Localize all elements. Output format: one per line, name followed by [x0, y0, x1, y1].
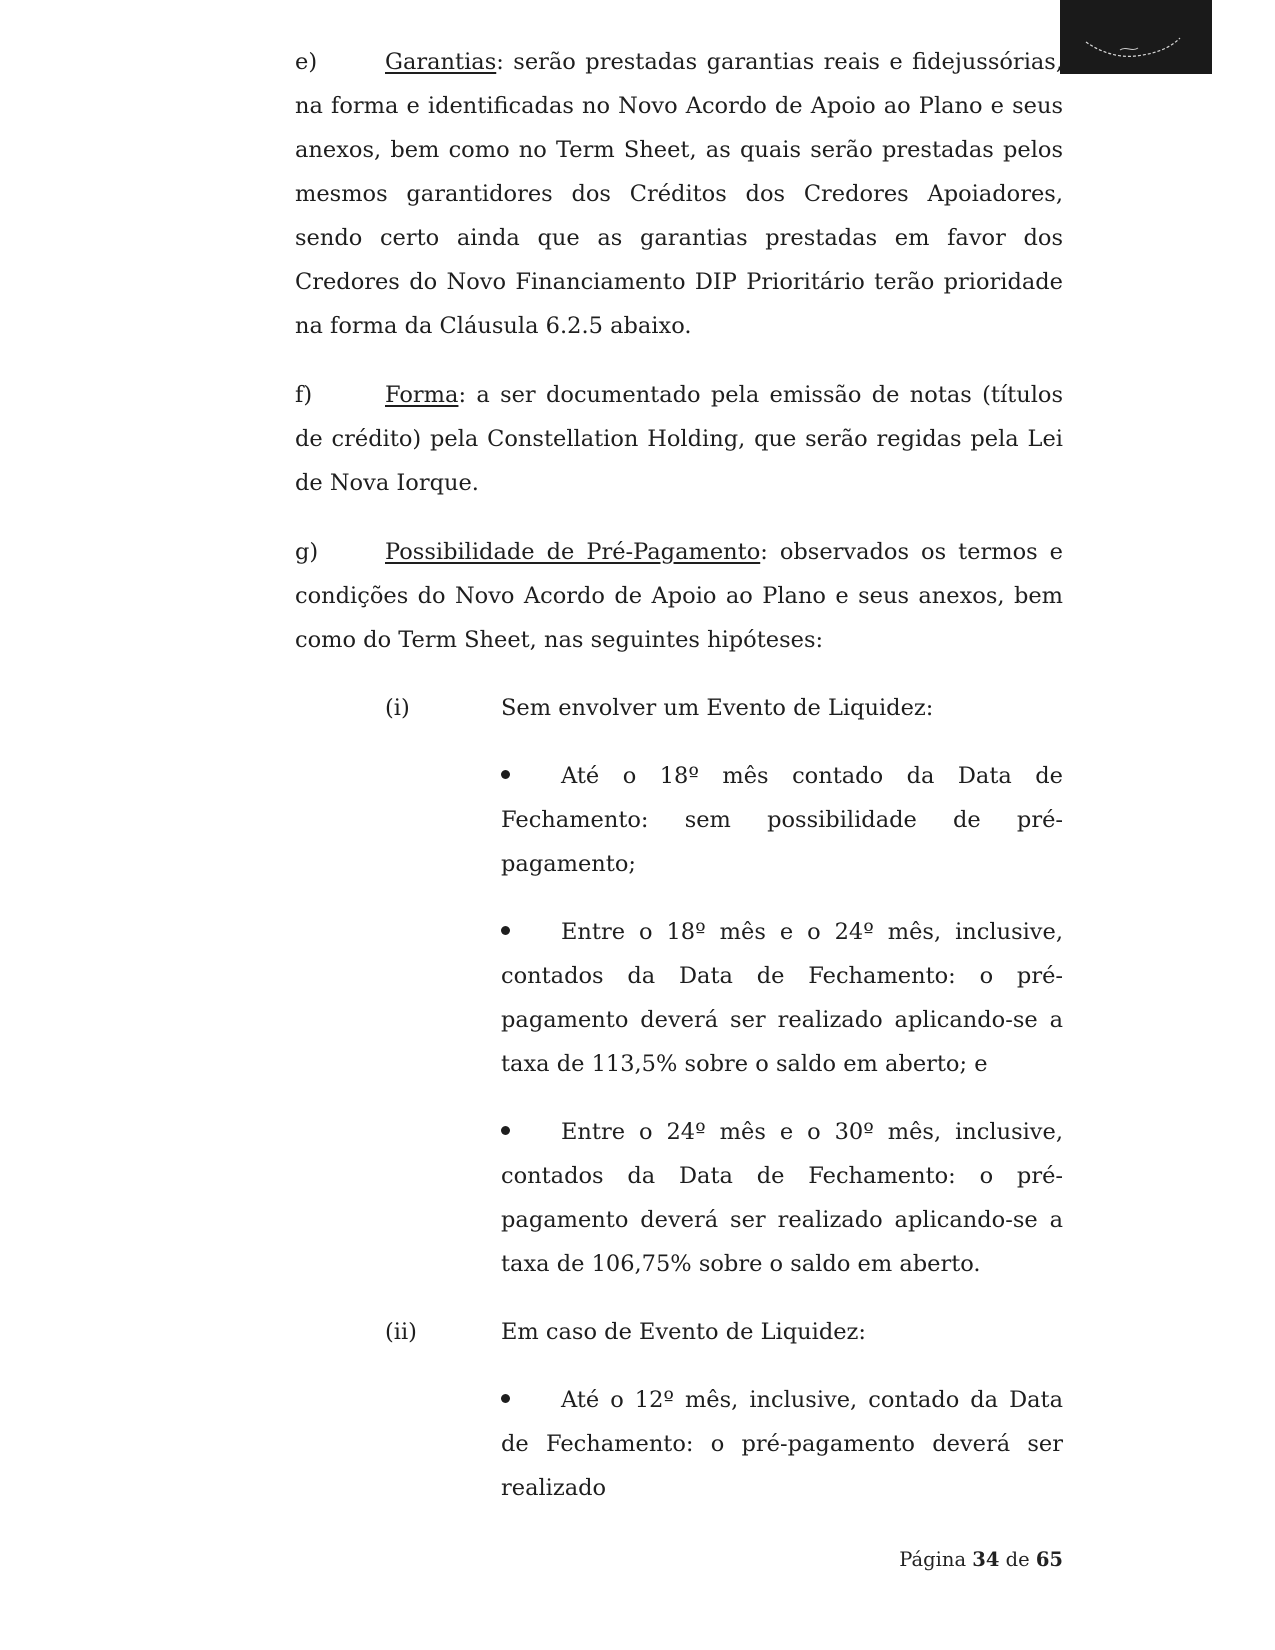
section-heading: Garantias [385, 49, 497, 75]
bullet-icon [501, 1110, 561, 1154]
bullet-icon [501, 1378, 561, 1422]
sub-item-ii [295, 1310, 1063, 1354]
bullet-item [501, 754, 1063, 886]
sub-item-text: Sem envolver um Evento de Liquidez: [501, 695, 934, 721]
bullet-text: Entre o 18º mês e o 24º mês, inclusive, contados da Data de Fechamento: o pré-pagamento deverá ser realizado aplicando-se a taxa de 113,5% sobre o saldo em aberto; e [501, 919, 1063, 1077]
bullet-item [501, 1110, 1063, 1286]
bullet-item [501, 910, 1063, 1086]
footer-prefix: Página [899, 1548, 967, 1571]
section-heading: Possibilidade de Pré-Pagamento [385, 539, 761, 565]
sub-item-text: Em caso de Evento de Liquidez: [501, 1319, 866, 1345]
section-f [295, 373, 1063, 505]
sub-item-i [295, 686, 1063, 730]
section-label: g) [295, 539, 319, 565]
bullet-text: Até o 12º mês, inclusive, contado da Data de Fechamento: o pré-pagamento deverá ser realizado [501, 1387, 1063, 1501]
total-page-count: 65 [1035, 1548, 1063, 1571]
section-e [295, 40, 1063, 348]
section-text: : a ser documentado pela emissão de notas (títulos de crédito) pela Constellation Holding, que serão regidas pela Lei de Nova Iorque. [295, 382, 1063, 496]
section-g [295, 530, 1063, 662]
bullet-text: Até o 18º mês contado da Data de Fechamento: sem possibilidade de pré-pagamento; [501, 763, 1063, 877]
page-number-footer [899, 1548, 1063, 1571]
section-text: : observados os termos e condições do Novo Acordo de Apoio ao Plano e seus anexos, bem como do Term Sheet, nas seguintes hipóteses: [295, 539, 1063, 653]
document-body [295, 40, 1063, 1510]
current-page-number: 34 [972, 1548, 1000, 1571]
footer-of: de [1005, 1548, 1030, 1571]
bullet-icon [501, 910, 561, 954]
section-heading: Forma [385, 382, 459, 408]
section-label: e) [295, 49, 318, 75]
signature-scribble-icon [1060, 0, 1212, 74]
sub-item-numeral: (i) [385, 695, 410, 721]
signature-stamp [1060, 0, 1212, 74]
bullet-item [501, 1378, 1063, 1510]
section-text: : serão prestadas garantias reais e fidejussórias, na forma e identificadas no Novo Acordo de Apoio ao Plano e seus anexos, bem como no Term Sheet, as quais serão prestadas pelos mesmos garantidores dos Créditos dos Credores Apoiadores, sendo certo ainda que as garantias prestadas em favor dos Credores do Novo Financiamento DIP Prioritário terão prioridade na forma da Cláusula 6.2.5 abaixo. [295, 49, 1063, 339]
section-label: f) [295, 382, 313, 408]
bullet-icon [501, 754, 561, 798]
bullet-text: Entre o 24º mês e o 30º mês, inclusive, contados da Data de Fechamento: o pré-pagamento deverá ser realizado aplicando-se a taxa de 106,75% sobre o saldo em aberto. [501, 1119, 1063, 1277]
sub-item-numeral: (ii) [385, 1319, 417, 1345]
